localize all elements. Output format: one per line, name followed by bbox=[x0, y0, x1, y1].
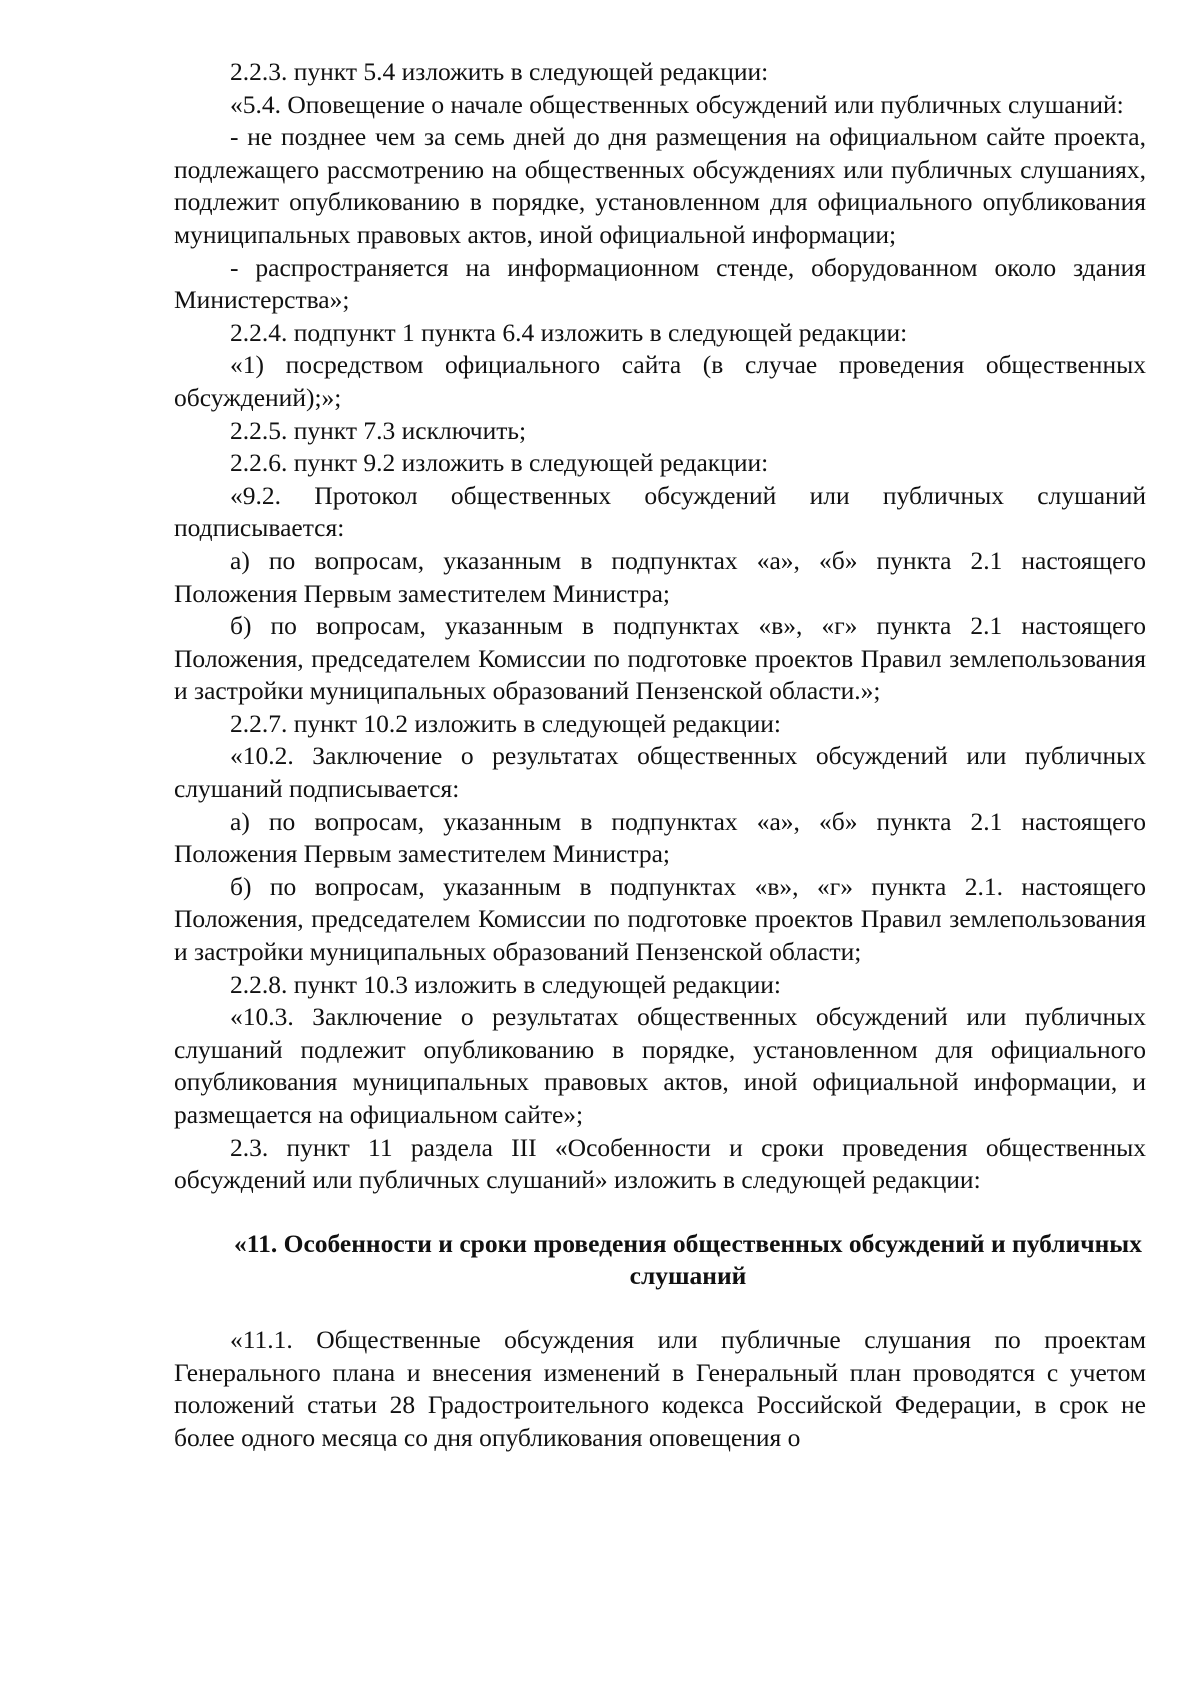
paragraph-5-4: «5.4. Оповещение о начале общественных обсуждений или публичных слушаний: bbox=[230, 89, 1124, 119]
paragraph-2-2-7: 2.2.7. пункт 10.2 изложить в следующей редакции: bbox=[230, 708, 781, 738]
paragraph-10-2-a: а) по вопросам, указанным в подпунктах «а», «б» пункта 2.1 настоящего Положения Первым заместителем Министра; bbox=[174, 806, 1146, 869]
paragraph-5-4-item-2: - распространяется на информационном стенде, оборудованном около здания Министерства»; bbox=[174, 252, 1146, 315]
paragraph-2-3: 2.3. пункт 11 раздела III «Особенности и сроки проведения общественных обсуждений или публичных слушаний» изложить в следующей редакции: bbox=[174, 1132, 1146, 1195]
paragraph-2-2-4: 2.2.4. подпункт 1 пункта 6.4 изложить в следующей редакции: bbox=[230, 317, 908, 347]
paragraph-11-1: «11.1. Общественные обсуждения или публичные слушания по проектам Генерального плана и внесения изменений в Генеральный план проводятся с учетом положений статьи 28 Градостроительного кодекса Российской Федерации, в срок не более одного месяца со дня опубликования оповещения о bbox=[174, 1324, 1146, 1452]
paragraph-6-4-1: «1) посредством официального сайта (в случае проведения общественных обсуждений);»; bbox=[174, 350, 1146, 412]
paragraph-5-4-item-1: - не позднее чем за семь дней до дня размещения на официальном сайте проекта, подлежащего рассмотрению на общественных обсуждениях или публичных слушаниях, подлежит опубликованию в порядке, установленном для официального опубликования муниципальных правовых актов, иной официальной информации; bbox=[174, 122, 1146, 249]
paragraph-9-2-b: б) по вопросам, указанным в подпунктах «в», «г» пункта 2.1 настоящего Положения, председателем Комиссии по подготовке проектов Правил землепользования и застройки муниципальных образований Пензенской области.»; bbox=[174, 611, 1146, 706]
paragraph-2-2-6: 2.2.6. пункт 9.2 изложить в следующей редакции: bbox=[230, 448, 769, 478]
paragraph-9-2-a: а) по вопросам, указанным в подпунктах «а», «б» пункта 2.1 настоящего Положения Первым заместителем Министра; bbox=[174, 545, 1146, 608]
paragraph-10-3: «10.3. Заключение о результатах общественных обсуждений или публичных слушаний подлежит опубликованию в порядке, установленном для официального опубликования муниципальных правовых актов, иной официальной информации, и размещается на официальном сайте»; bbox=[174, 1002, 1146, 1129]
paragraph-2-2-3: 2.2.3. пункт 5.4 изложить в следующей редакции: bbox=[230, 57, 769, 86]
paragraph-9-2: «9.2. Протокол общественных обсуждений или публичных слушаний подписывается: bbox=[174, 480, 1146, 543]
paragraph-10-2-b: б) по вопросам, указанным в подпунктах «в», «г» пункта 2.1. настоящего Положения, председателем Комиссии по подготовке проектов Правил землепользования и застройки муниципальных образований Пензенской области; bbox=[174, 871, 1146, 967]
document-page bbox=[174, 56, 1146, 1454]
section-heading-11: «11. Особенности и сроки проведения общественных обсуждений и публичных слушаний bbox=[234, 1228, 1142, 1291]
paragraph-10-2: «10.2. Заключение о результатах общественных обсуждений или публичных слушаний подписывается: bbox=[174, 741, 1146, 804]
paragraph-2-2-8: 2.2.8. пункт 10.3 изложить в следующей редакции: bbox=[230, 969, 781, 999]
paragraph-2-2-5: 2.2.5. пункт 7.3 исключить; bbox=[230, 415, 527, 445]
